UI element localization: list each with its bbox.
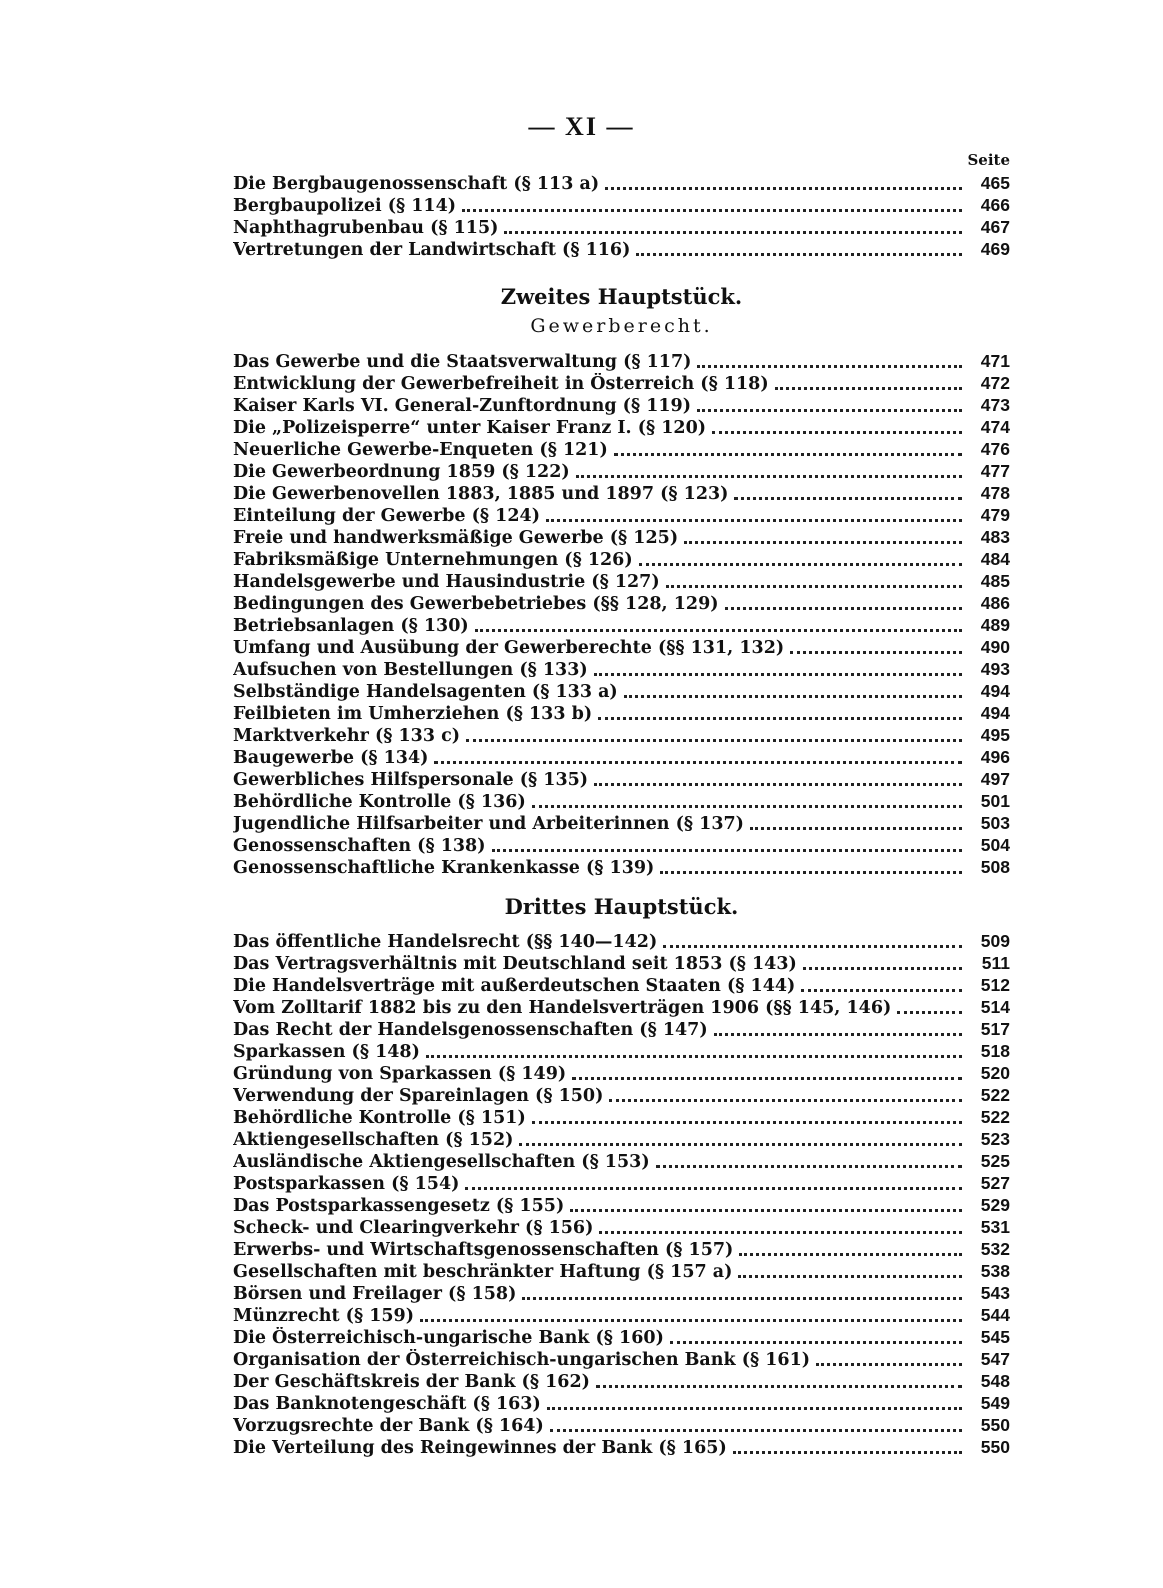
toc-entry-title: Entwicklung der Gewerbefreiheit in Österreich (§ 118) bbox=[233, 374, 769, 394]
toc-entry bbox=[233, 834, 1010, 856]
leader-dots bbox=[624, 695, 962, 698]
leader-dots bbox=[697, 409, 962, 412]
toc-entry bbox=[233, 394, 1010, 416]
leader-dots bbox=[714, 1033, 962, 1036]
leader-dots bbox=[594, 673, 962, 676]
toc-entry bbox=[233, 194, 1010, 216]
toc-entry-page: 501 bbox=[980, 791, 1010, 811]
leader-dots bbox=[801, 989, 962, 992]
toc-entry-page: 471 bbox=[980, 351, 1010, 371]
leader-dots bbox=[670, 1341, 962, 1344]
toc-entry bbox=[233, 1128, 1010, 1150]
leader-dots bbox=[733, 1451, 962, 1454]
toc-entry bbox=[233, 974, 1010, 996]
toc-entry bbox=[233, 930, 1010, 952]
leader-dots bbox=[570, 1209, 962, 1212]
toc-entry bbox=[233, 1370, 1010, 1392]
toc-entry-title: Neuerliche Gewerbe-Enqueten (§ 121) bbox=[233, 440, 608, 460]
toc-entry bbox=[233, 1194, 1010, 1216]
toc-entry-title: Kaiser Karls VI. General-Zunftordnung (§ 119) bbox=[233, 396, 692, 416]
toc-entry bbox=[233, 1172, 1010, 1194]
leader-dots bbox=[576, 475, 962, 478]
toc-entry bbox=[233, 526, 1010, 548]
toc-entry-page: 522 bbox=[980, 1107, 1010, 1127]
leader-dots bbox=[816, 1363, 962, 1366]
toc-entry bbox=[233, 592, 1010, 614]
toc-entry bbox=[233, 746, 1010, 768]
toc-entry-page: 493 bbox=[980, 659, 1010, 679]
toc-entry-title: Die Gewerbenovellen 1883, 1885 und 1897 (§ 123) bbox=[233, 484, 729, 504]
toc-entry bbox=[233, 570, 1010, 592]
leader-dots bbox=[532, 805, 962, 808]
toc-entry-title: Handelsgewerbe und Hausindustrie (§ 127) bbox=[233, 572, 660, 592]
toc-entry-page: 545 bbox=[980, 1327, 1010, 1347]
toc-entry-title: Vertretungen der Landwirtschaft (§ 116) bbox=[233, 240, 631, 260]
toc-entry-title: Bedingungen des Gewerbebetriebes (§§ 128, 129) bbox=[233, 594, 719, 614]
leader-dots bbox=[790, 651, 962, 654]
toc-entry-page: 473 bbox=[980, 395, 1010, 415]
leader-dots bbox=[666, 585, 962, 588]
section-subheading-b: Gewerberecht. bbox=[530, 315, 713, 337]
toc-entry-page: 490 bbox=[980, 637, 1010, 657]
toc-entry-page: 525 bbox=[980, 1151, 1010, 1171]
toc-entry bbox=[233, 614, 1010, 636]
toc-entry-title: Ausländische Aktiengesellschaften (§ 153) bbox=[233, 1152, 650, 1172]
toc-entry-title: Umfang und Ausübung der Gewerberechte (§§ 131, 132) bbox=[233, 638, 785, 658]
toc-entry-title: Baugewerbe (§ 134) bbox=[233, 748, 429, 768]
toc-entry-page: 485 bbox=[980, 571, 1010, 591]
toc-entry-title: Marktverkehr (§ 133 c) bbox=[233, 726, 461, 746]
seite-label: Seite bbox=[967, 151, 1010, 169]
leader-dots bbox=[547, 1407, 962, 1410]
toc-entry-title: Das Recht der Handelsgenossenschaften (§ 147) bbox=[233, 1020, 708, 1040]
leader-dots bbox=[639, 563, 962, 566]
toc-entry-title: Organisation der Österreichisch-ungarischen Bank (§ 161) bbox=[233, 1350, 811, 1370]
toc-entry bbox=[233, 1436, 1010, 1458]
leader-dots bbox=[546, 519, 962, 522]
toc-entry bbox=[233, 856, 1010, 878]
toc-entry-page: 472 bbox=[980, 373, 1010, 393]
toc-entry-title: Das öffentliche Handelsrecht (§§ 140—142) bbox=[233, 932, 658, 952]
toc-entry-title: Bergbaupolizei (§ 114) bbox=[233, 196, 457, 216]
leader-dots bbox=[738, 1275, 962, 1278]
leader-dots bbox=[734, 497, 962, 500]
toc-entry bbox=[233, 460, 1010, 482]
toc-entry-title: Gründung von Sparkassen (§ 149) bbox=[233, 1064, 567, 1084]
leader-dots bbox=[550, 1429, 962, 1432]
leader-dots bbox=[775, 387, 962, 390]
toc-entry bbox=[233, 1326, 1010, 1348]
toc-entry-page: 496 bbox=[980, 747, 1010, 767]
toc-entry-title: Naphthagrubenbau (§ 115) bbox=[233, 218, 499, 238]
leader-dots bbox=[697, 365, 962, 368]
leader-dots bbox=[605, 187, 962, 190]
toc-entry-page: 486 bbox=[980, 593, 1010, 613]
leader-dots bbox=[492, 849, 962, 852]
toc-entry bbox=[233, 790, 1010, 812]
toc-entry-page: 474 bbox=[980, 417, 1010, 437]
toc-entry-page: 477 bbox=[980, 461, 1010, 481]
toc-list-b bbox=[233, 350, 1010, 878]
toc-entry-page: 549 bbox=[980, 1393, 1010, 1413]
toc-entry bbox=[233, 1084, 1010, 1106]
toc-entry bbox=[233, 1106, 1010, 1128]
leader-dots bbox=[660, 871, 962, 874]
toc-entry-title: Erwerbs- und Wirtschaftsgenossenschaften (§ 157) bbox=[233, 1240, 734, 1260]
toc-entry bbox=[233, 658, 1010, 680]
toc-entry-title: Die Österreichisch-ungarische Bank (§ 160) bbox=[233, 1328, 664, 1348]
toc-entry bbox=[233, 1392, 1010, 1414]
leader-dots bbox=[426, 1055, 962, 1058]
leader-dots bbox=[803, 967, 962, 970]
toc-entry-page: 478 bbox=[980, 483, 1010, 503]
toc-entry-title: Die Handelsverträge mit außerdeutschen Staaten (§ 144) bbox=[233, 976, 796, 996]
toc-entry-title: Die Gewerbeordnung 1859 (§ 122) bbox=[233, 462, 570, 482]
page-number: — XI — bbox=[528, 112, 635, 141]
toc-entry bbox=[233, 482, 1010, 504]
leader-dots bbox=[739, 1253, 962, 1256]
toc-entry-page: 548 bbox=[980, 1371, 1010, 1391]
leader-dots bbox=[897, 1011, 962, 1014]
toc-entry-page: 509 bbox=[980, 931, 1010, 951]
toc-entry bbox=[233, 724, 1010, 746]
toc-entry-title: Vom Zolltarif 1882 bis zu den Handelsverträgen 1906 (§§ 145, 146) bbox=[233, 998, 892, 1018]
toc-entry-page: 527 bbox=[980, 1173, 1010, 1193]
toc-entry bbox=[233, 1260, 1010, 1282]
toc-entry-page: 514 bbox=[980, 997, 1010, 1017]
toc-entry-page: 494 bbox=[980, 703, 1010, 723]
leader-dots bbox=[532, 1121, 962, 1124]
toc-entry-page: 467 bbox=[980, 217, 1010, 237]
toc-entry-title: Börsen und Freilager (§ 158) bbox=[233, 1284, 517, 1304]
toc-entry-page: 547 bbox=[980, 1349, 1010, 1369]
toc-entry-title: Gesellschaften mit beschränkter Haftung (§ 157 a) bbox=[233, 1262, 733, 1282]
toc-entry bbox=[233, 416, 1010, 438]
toc-entry-title: Das Gewerbe und die Staatsverwaltung (§ 117) bbox=[233, 352, 692, 372]
toc-entry-title: Die „Polizeisperre“ unter Kaiser Franz I. (§ 120) bbox=[233, 418, 707, 438]
toc-entry bbox=[233, 504, 1010, 526]
toc-entry-title: Das Banknotengeschäft (§ 163) bbox=[233, 1394, 541, 1414]
toc-entry bbox=[233, 1348, 1010, 1370]
toc-entry-title: Betriebsanlagen (§ 130) bbox=[233, 616, 469, 636]
leader-dots bbox=[656, 1165, 962, 1168]
leader-dots bbox=[663, 945, 962, 948]
toc-entry-title: Sparkassen (§ 148) bbox=[233, 1042, 420, 1062]
toc-entry bbox=[233, 1216, 1010, 1238]
toc-entry bbox=[233, 952, 1010, 974]
section-a bbox=[233, 172, 1010, 260]
leader-dots bbox=[598, 717, 962, 720]
toc-entry-title: Jugendliche Hilfsarbeiter und Arbeiterinnen (§ 137) bbox=[233, 814, 744, 834]
toc-entry-title: Die Verteilung des Reingewinnes der Bank (§ 165) bbox=[233, 1438, 727, 1458]
toc-entry-page: 469 bbox=[980, 239, 1010, 259]
toc-entry-page: 544 bbox=[980, 1305, 1010, 1325]
toc-entry-page: 520 bbox=[980, 1063, 1010, 1083]
toc-entry bbox=[233, 680, 1010, 702]
toc-entry-page: 479 bbox=[980, 505, 1010, 525]
toc-entry bbox=[233, 1414, 1010, 1436]
leader-dots bbox=[462, 209, 962, 212]
toc-entry-title: Feilbieten im Umherziehen (§ 133 b) bbox=[233, 704, 593, 724]
toc-entry-title: Das Postsparkassengesetz (§ 155) bbox=[233, 1196, 565, 1216]
toc-entry-title: Gewerbliches Hilfspersonale (§ 135) bbox=[233, 770, 589, 790]
toc-entry-title: Genossenschaftliche Krankenkasse (§ 139) bbox=[233, 858, 655, 878]
section-c bbox=[233, 892, 1010, 1458]
leader-dots bbox=[475, 629, 962, 632]
toc-entry bbox=[233, 1150, 1010, 1172]
section-b bbox=[233, 282, 1010, 878]
leader-dots bbox=[594, 783, 962, 786]
leader-dots bbox=[725, 607, 962, 610]
leader-dots bbox=[596, 1385, 962, 1388]
leader-dots bbox=[712, 431, 962, 434]
section-heading-b: Zweites Hauptstück. bbox=[500, 284, 743, 309]
toc-entry-title: Verwendung der Spareinlagen (§ 150) bbox=[233, 1086, 604, 1106]
toc-entry-title: Das Vertragsverhältnis mit Deutschland seit 1853 (§ 143) bbox=[233, 954, 797, 974]
leader-dots bbox=[522, 1297, 962, 1300]
toc-entry-title: Behördliche Kontrolle (§ 151) bbox=[233, 1108, 526, 1128]
toc-entry bbox=[233, 1304, 1010, 1326]
toc-entry-title: Genossenschaften (§ 138) bbox=[233, 836, 486, 856]
toc-entry-title: Behördliche Kontrolle (§ 136) bbox=[233, 792, 526, 812]
toc-entry-title: Vorzugsrechte der Bank (§ 164) bbox=[233, 1416, 544, 1436]
leader-dots bbox=[599, 1231, 962, 1234]
toc-entry bbox=[233, 702, 1010, 724]
toc-entry-page: 484 bbox=[980, 549, 1010, 569]
leader-dots bbox=[504, 231, 962, 234]
toc-entry-page: 503 bbox=[980, 813, 1010, 833]
toc-entry bbox=[233, 216, 1010, 238]
toc-entry-title: Freie und handwerksmäßige Gewerbe (§ 125) bbox=[233, 528, 679, 548]
toc-entry-page: 531 bbox=[980, 1217, 1010, 1237]
toc-entry-page: 529 bbox=[980, 1195, 1010, 1215]
toc-entry-title: Aktiengesellschaften (§ 152) bbox=[233, 1130, 514, 1150]
toc-entry-page: 504 bbox=[980, 835, 1010, 855]
leader-dots bbox=[614, 453, 962, 456]
toc-entry-page: 466 bbox=[980, 195, 1010, 215]
toc-entry bbox=[233, 768, 1010, 790]
toc-entry-title: Der Geschäftskreis der Bank (§ 162) bbox=[233, 1372, 590, 1392]
toc-entry bbox=[233, 1018, 1010, 1040]
toc-entry-page: 483 bbox=[980, 527, 1010, 547]
toc-entry-page: 465 bbox=[980, 173, 1010, 193]
toc-entry-title: Postsparkassen (§ 154) bbox=[233, 1174, 460, 1194]
toc-entry-page: 511 bbox=[981, 953, 1010, 973]
toc-entry bbox=[233, 238, 1010, 260]
toc-entry bbox=[233, 812, 1010, 834]
toc-entry-title: Die Bergbaugenossenschaft (§ 113 a) bbox=[233, 174, 600, 194]
toc-entry-page: 508 bbox=[980, 857, 1010, 877]
leader-dots bbox=[572, 1077, 962, 1080]
toc-entry-page: 517 bbox=[980, 1019, 1010, 1039]
toc-entry-page: 523 bbox=[980, 1129, 1010, 1149]
toc-entry bbox=[233, 1062, 1010, 1084]
toc-entry-page: 550 bbox=[980, 1437, 1010, 1457]
toc-entry-page: 532 bbox=[980, 1239, 1010, 1259]
toc-entry-title: Scheck- und Clearingverkehr (§ 156) bbox=[233, 1218, 594, 1238]
toc-entry-title: Einteilung der Gewerbe (§ 124) bbox=[233, 506, 540, 526]
section-heading-c: Drittes Hauptstück. bbox=[504, 894, 739, 919]
leader-dots bbox=[465, 1187, 962, 1190]
toc-entry bbox=[233, 1040, 1010, 1062]
toc-list-c bbox=[233, 930, 1010, 1458]
toc-entry bbox=[233, 1282, 1010, 1304]
leader-dots bbox=[434, 761, 962, 764]
toc-entry bbox=[233, 172, 1010, 194]
leader-dots bbox=[420, 1319, 962, 1322]
toc-entry bbox=[233, 996, 1010, 1018]
toc-entry-title: Münzrecht (§ 159) bbox=[233, 1306, 414, 1326]
toc-entry bbox=[233, 372, 1010, 394]
toc-entry-page: 497 bbox=[980, 769, 1010, 789]
toc-entry-page: 489 bbox=[980, 615, 1010, 635]
toc-entry-title: Selbständige Handelsagenten (§ 133 a) bbox=[233, 682, 618, 702]
toc-entry-page: 476 bbox=[980, 439, 1010, 459]
leader-dots bbox=[609, 1099, 962, 1102]
toc-entry-page: 550 bbox=[980, 1415, 1010, 1435]
toc-entry bbox=[233, 350, 1010, 372]
toc-entry bbox=[233, 438, 1010, 460]
toc-entry-page: 522 bbox=[980, 1085, 1010, 1105]
leader-dots bbox=[519, 1143, 962, 1146]
toc-entry-page: 538 bbox=[980, 1261, 1010, 1281]
leader-dots bbox=[636, 253, 962, 256]
leader-dots bbox=[750, 827, 962, 830]
toc-entry bbox=[233, 1238, 1010, 1260]
toc-entry bbox=[233, 636, 1010, 658]
toc-entry-title: Aufsuchen von Bestellungen (§ 133) bbox=[233, 660, 588, 680]
toc-entry-page: 494 bbox=[980, 681, 1010, 701]
toc-entry-page: 495 bbox=[980, 725, 1010, 745]
leader-dots bbox=[466, 739, 962, 742]
toc-entry bbox=[233, 548, 1010, 570]
toc-entry-title: Fabriksmäßige Unternehmungen (§ 126) bbox=[233, 550, 633, 570]
toc-entry-page: 512 bbox=[980, 975, 1010, 995]
leader-dots bbox=[684, 541, 962, 544]
toc-list-a bbox=[233, 172, 1010, 260]
toc-entry-page: 518 bbox=[980, 1041, 1010, 1061]
toc-entry-page: 543 bbox=[980, 1283, 1010, 1303]
